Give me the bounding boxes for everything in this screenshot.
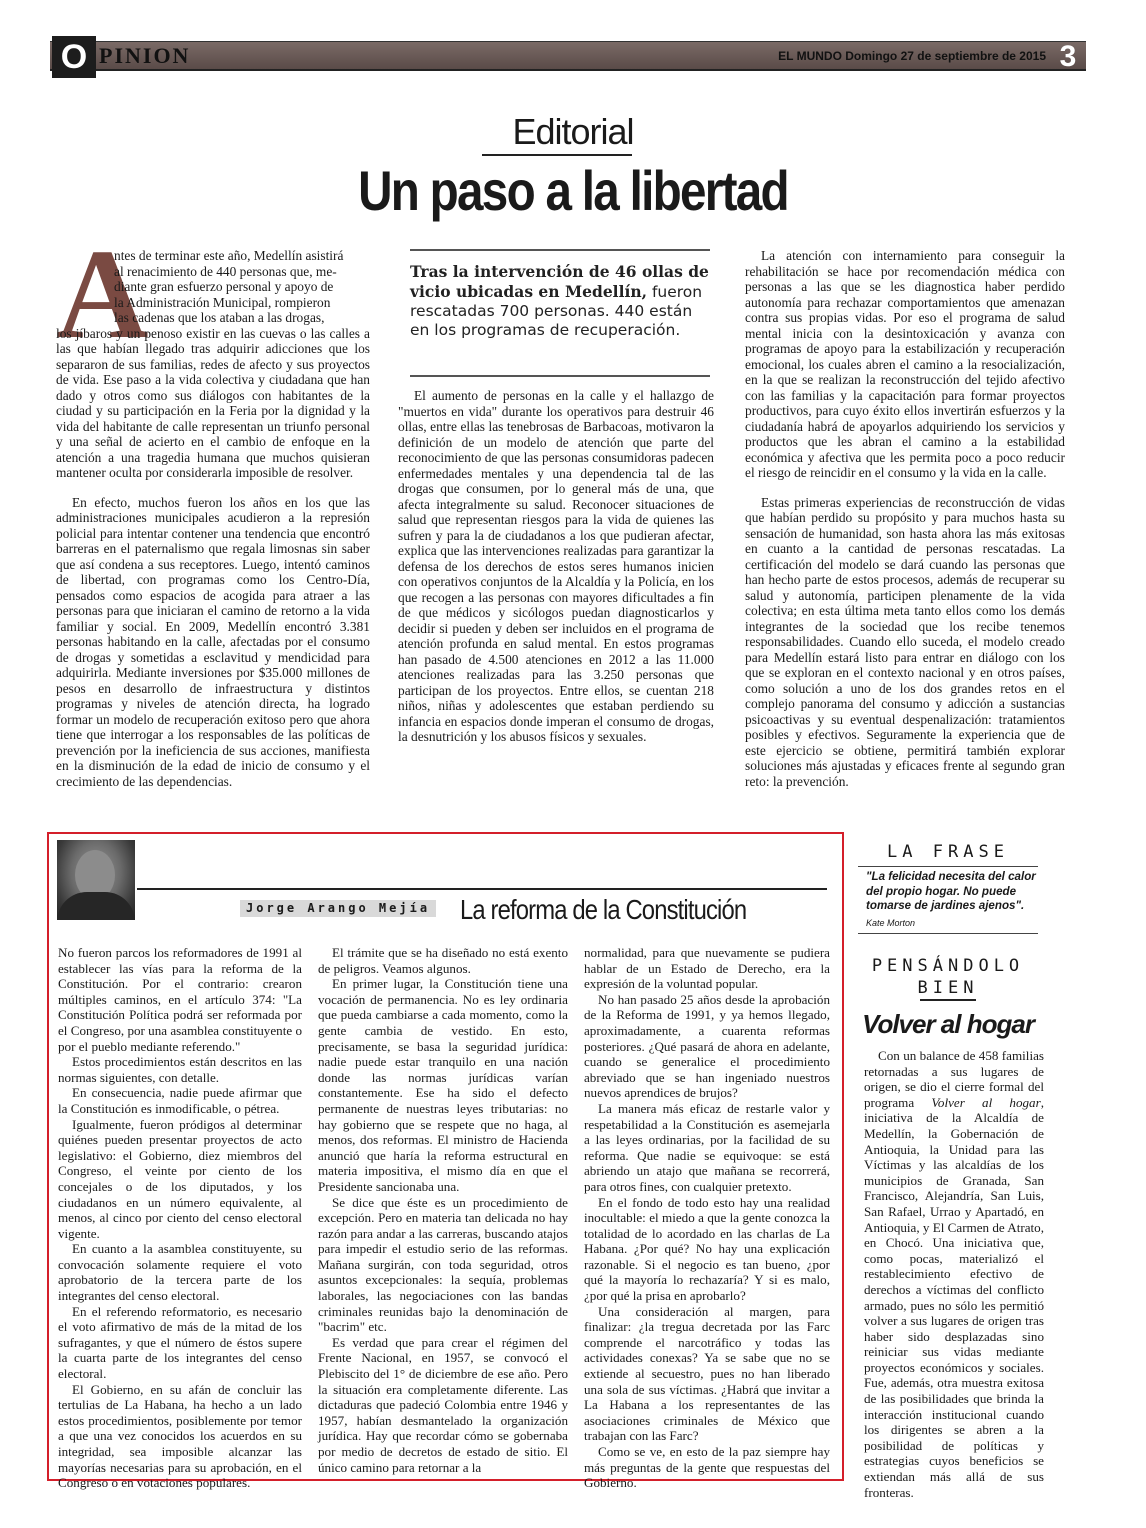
dropcap-line: ntes de terminar este año, Medellín asistirá [114,248,344,263]
drop-cap: A [56,223,149,365]
sidebar-text-part: , iniciativa de la Alcaldía de Medellín, la Gobernación de Antioquia, la Unidad para las Víctimas y las alcaldías de los municipios de Granada, San Francisco, Alejandría, San Luis, San Rafael, Urrao y Apartadó, en Antioquia, y El Carmen de Atrato, en Chocó. Una iniciativa que, como pocas, materializó el restablecimiento efectivo de derechos a víctimas del conflicto armado, pues no sólo les permitió volver a sus lugares de origen tras haber sido desplazadas sino reiniciar sus vidas mediante proyectos económicos y sociales. Fue, además, otra muestra exitosa de las posibilidades que brinda la interacción institucional cuando los dirigentes se abren a la posibilidad de políticas y estrategias cuyos beneficios se extiendan más allá de sus fronteras. [864,1094,1045,1500]
paragraph: La manera más eficaz de restarle valor y respetabilidad a la Constitución es asemejarla a las leyes ordinarias, por la facilidad de su reforma. Que nadie se equivoque: se está abriendo un atajo que mañana se recorrerá, para otros fines, con cualquier pretexto. [584,1100,830,1194]
sidebar-text [864,1048,1044,1500]
paragraph: Estos procedimientos están descritos en las normas siguientes, con detalle. [58,1054,302,1085]
column-text-3 [584,945,830,1491]
pullquote-rule [410,249,710,251]
masthead-date: EL MUNDO Domingo 27 de septiembre de 2015 [778,49,1046,63]
page-number: 3 [1059,40,1077,73]
paragraph: En el referendo reformatorio, es necesario el voto afirmativo de más de la mitad de los sufragantes, y que el número de éstos supere la cuarta parte de los integrantes del censo electoral. [58,1303,302,1382]
pullquote-text: fueron rescatadas 700 personas. 440 están en los programas de recuperación. [410,283,703,339]
paragraph: Se dice que éste es un procedimiento de excepción. Pero en materia tan delicada no hay razón para andar a las carreras, buscando atajos para impedir el estudio serio de las reformas. Mañana surgirán, con toda seguridad, otros asuntos excepcionales: la sequía, problemas laborales, las negociaciones con las bandas criminales reunidas bajo la denominación de "bacrim" etc. [318,1194,568,1335]
paragraph: Estas primeras experiencias de reconstrucción de vidas que habían perdido su propósito y para muchos hasta su sensación de humanidad, son hasta ahora las más exitosas en cuanto a la cantidad de personas rescatadas. La certificación del modelo se dará cuando las personas que han hecho parte de estos procesos, además de recuperar su salud y autonomía, participen plenamente de la vida colectiva; en esta última meta tanto ellos como los demás integrantes de la sociedad que los recibe tenemos responsabilidades. Cuando ello suceda, el modelo creado para Medellín estará listo para entrar en diálogo con los que se exploran en el contexto nacional y en otros países, como solución a uno de los dos grandes retos en el complejo panorama del consumo y adicción a sustancias psicoactivas y su eventual despenalización: tratamientos posibles y efectivos. Seguramente la experiencia que de este ejercicio se obtiene, permitirá también explorar soluciones más ajustadas y eficaces frente al segundo gran reto: la prevención. [745,494,1065,789]
paragraph: Igualmente, fueron pródigos al determinar quiénes pueden presentar proyectos de acto legislativo: el Gobierno, diez miembros del Congreso, el veinte por ciento de los concejales o de los diputados, y los ciudadanos en un número equivalente, al menos, al cinco por ciento del censo electoral vigente. [58,1116,302,1241]
paragraph: El Gobierno, en su afán de concluir las tertulias de La Habana, ha hecho a un lado estos procedimientos, posiblemente por temor a que una vez conocidos los acuerdos en su integridad, sea imposible alcanzar las mayorías necesarias para su aprobación, en el Congreso o en votaciones populares. [58,1381,302,1491]
quote-section-label: LA FRASE [887,842,1009,862]
paragraph: normalidad, para que nuevamente se pudiera hablar de un Estado de Derecho, era la expresión de la voluntad popular. [584,945,830,992]
author-name: Jorge Arango Mejía [240,900,436,917]
paragraph: Es verdad que para crear el régimen del Frente Nacional, en 1957, se convocó el Plebiscito del 1° de diciembre de ese año. Pero la situación era completamente diferente. Las dictaduras que padeció Colombia entre 1946 y 1957, habían desmantelado la organización jurídica. Hay que recordar cómo se gobernaba por medio de decretos de estado de sitio. El único camino para retornar a la [318,1334,568,1475]
sidebar-headline: Volver al hogar [862,1009,1034,1039]
editorial-column-2 [398,388,714,745]
paragraph: El aumento de personas en la calle y el hallazgo de "muertos en vida" durante los operativos para destruir 46 ollas, entre ellas las tenebrosas de Barbacoas, motivaron la definición de un modelo de atención que parte del reconocimiento de que las personas consumidoras padecen enfermedades mentales y una dependencia tal de las drogas que consumen, por lo general más de una, que afecta integralmente su salud. Reconocer situaciones de salud que representan riesgos para la vida de quienes las sufren y para la de ciudadanos a los que pudieran afectar, explica que las intervenciones realizadas para garantizar la defensa de los derechos de estos seres humanos inicien con operativos conjuntos de la Alcaldía y la Policía, en los que recogen a las personas con mayores dificultades a fin de que médicos y sicólogos puedan diagnosticarlos y decidir si pueden y deben ser incluidos en el programa de atención profunda en salud mental. En estos programas han pasado de 4.500 atenciones en 2012 a las 11.000 atenciones realizadas para las 3.250 personas que participan de los proyectos. Entre ellos, se cuentan 218 niños, niñas y adolescentes que estaban perdiendo su infancia en espacios donde imperan el consumo de drogas, la desnutrición y los abusos físicos y sexuales. [398,388,714,744]
dropcap-line: al renacimiento de 440 personas que, me- [114,263,337,279]
sidebar-text-part: Con un balance de 458 familias retornadas a sus lugares de origen, se dio el cierre formal del programa [864,1048,1044,1110]
pullquote-bold: Tras la intervención de 46 ollas de vicio ubicadas en Medellín, [410,262,709,301]
program-name: Volver al hogar [931,1094,1041,1110]
quote-text: "La felicidad necesita del calor del propio hogar. No puede tomarse de jardines ajenos". [866,870,1036,912]
sidebar-rule [920,999,976,1001]
section-initial: O [52,36,96,78]
author-suit [57,892,135,920]
dropcap-line: la Administración Municipal, rompieron [114,294,331,310]
editorial-column-3 [745,248,1065,789]
dropcap-line: las cadenas que los ataban a las drogas, [114,310,325,325]
paragraph: En consecuencia, nadie puede afirmar que la Constitución es inmodificable, o pétrea. [58,1085,302,1116]
quote-rule [858,933,1038,934]
editorial-label: Editorial [512,111,634,152]
paragraph: En primer lugar, la Constitución tiene una vocación de permanencia. No es ley ordinaria que pueda cambiarse a cada momento, como la gente cambia de vestido. En esto, precisamente, se basa la seguridad jurídica: nadie puede estar tranquilo en una nación donde las normas jurídicas varían constantemente. Ese ha sido el defecto permanente de nuestras leyes tributarias: no hay gobierno que se respete que no haga, al menos, dos reformas. El ministro de Hacienda anunció que haría la reforma estructural en materia impositiva, el mismo día en que el Presidente sancionaba una. [318,976,568,1194]
dropcap-text-block [56,248,370,326]
column-text-2 [318,945,568,1475]
pullquote [410,262,710,340]
paragraph: No fueron parcos los reformadores de 1991 al establecer las vías para la reforma de la Constitución. Por el contrario: crearon múltiples caminos, en el artículo 374: "La Constitución Política podrá ser reformada por el Congreso, por una asamblea constituyente o por el pueblo mediante referendo." [58,945,302,1054]
pullquote-rule [410,375,710,377]
paragraph: los jíbaros y un penoso existir en las cuevas o las calles a las que habían llegado tras adquirir adicciones que los separaron de sus familias, redes de afecto y sus proyectos de vida. Ese paso a la vida colectiva y ciudadana que han dado y otros como sus diálogos con habitantes de la ciudad y su participación en la Feria por la dignidad y la vida del habitante de calle representan un triunfo personal y una señal de acierto en el cambio de enfoque en la atención a una tragedia humana que muchos quisieran mantener oculta por considerarla imposible de resolver. [56,325,370,480]
paragraph: La atención con internamiento para conseguir la rehabilitación se hace por recomendación médica con personas a las que se les diagnostica haber perdido autonomía para rechazar comportamientos que amenazan contra sus propias vidas. Por eso el programa de salud mental inicia con la desintoxicación y avanza con programas de apoyo para la estabilización y recuperación emocional, los cuales abren el camino a la resocialización, en la que se realizan la reconstrucción del tejido afectivo con las familias y la capacitación para formar proyectos productivos, para cuyo éxito ellos invertirán esfuerzos y la ciudadanía habrá de apoyarlos adquiriendo los servicios y productos que les abran el camino a la estabilidad económica y afectiva que les permita poco a poco reducir el riesgo de reincidir en el consumo y la vida en la calle. [745,248,1065,480]
author-rule [137,888,827,890]
editorial-headline: Un paso a la libertad [358,159,788,222]
sidebar-section-label: PENSÁNDOLO [871,956,1025,976]
editorial-underline [482,154,632,156]
paragraph: El trámite que se ha diseñado no está exento de peligros. Veamos algunos. [318,945,568,976]
paragraph: En cuanto a la asamblea constituyente, su convocación solamente requiere el voto aprobatorio de la tercera parte de los integrantes del censo electoral. [58,1241,302,1304]
paragraph: Como se ve, en esto de la paz siempre hay más preguntas de la gente que respuestas del Gobierno. [584,1444,830,1491]
column-text-1 [58,945,302,1491]
dropcap-line: diante gran esfuerzo personal y apoyo de [114,279,334,294]
sidebar-section-label: BIEN [917,978,979,998]
paragraph: No han pasado 25 años desde la aprobación de la Reforma de 1991, y ya hemos llegado, aproximadamente, a cuarenta reformas posteriores. ¿Qué pasará de ahora en adelante, cuando se generalice el procedimiento abreviado que se han ingeniado nuestros nuevos aprendices de brujos? [584,991,830,1101]
editorial-column-1 [56,248,370,789]
author-photo [57,840,135,920]
section-title: PINION [99,43,191,68]
column-headline: La reforma de la Constitución [460,894,747,925]
paragraph: Una consideración al margen, para finalizar: ¿la tregua decretada por las Farc comprende el narcotráfico y todas las actividades conexas? Ya se sabe que no se extiende al secuestro, pues no han liberado una sola de sus víctimas. ¿Habrá que invitar a La Habana a los representantes de las asociaciones criminales de México que trabajan con las Farc? [584,1303,830,1444]
paragraph: En el fondo de todo esto hay una realidad inocultable: el miedo a que la gente conozca la totalidad de lo acordado en las charlas de La Habana. ¿Por qué? No hay una explicación razonable. Si el negocio es tan bueno, ¿por qué la mayoría lo rechazaría? Y si es malo, ¿por qué la prisa en aprobarlo? [584,1194,830,1304]
quote-author: Kate Morton [866,918,916,928]
quote-rule [858,866,1038,867]
paragraph: En efecto, muchos fueron los años en los que las administraciones municipales acudieron a la represión policial para intentar contener una tendencia que encontró barreras en el paternalismo que regala limosnas sin saber que así condena a sus receptores. Luego, intentó caminos de libertad, con programas como los Centro-Día, pensados como espacios de acogida para atraer a las personas para que iniciaran el camino de retorno a la vida familiar y social. En 2009, Medellín encontró 3.381 personas habitando en la calle, afectadas por el consumo de drogas y sometidas a esclavitud y mendicidad para adquirirla. Mediante inversiones por $35.000 millones de pesos en desarrollo de infraestructura y distintos programas y niveles de atención directa, ha logrado formar un modelo de recuperación exitoso pero que ahora tiene que interrogar a los responsables de las políticas de prevención por la ineficiencia de sus acciones, manifiesta en la disminución de la edad de inicio de consumo y el crecimiento de las dependencias. [56,494,370,789]
